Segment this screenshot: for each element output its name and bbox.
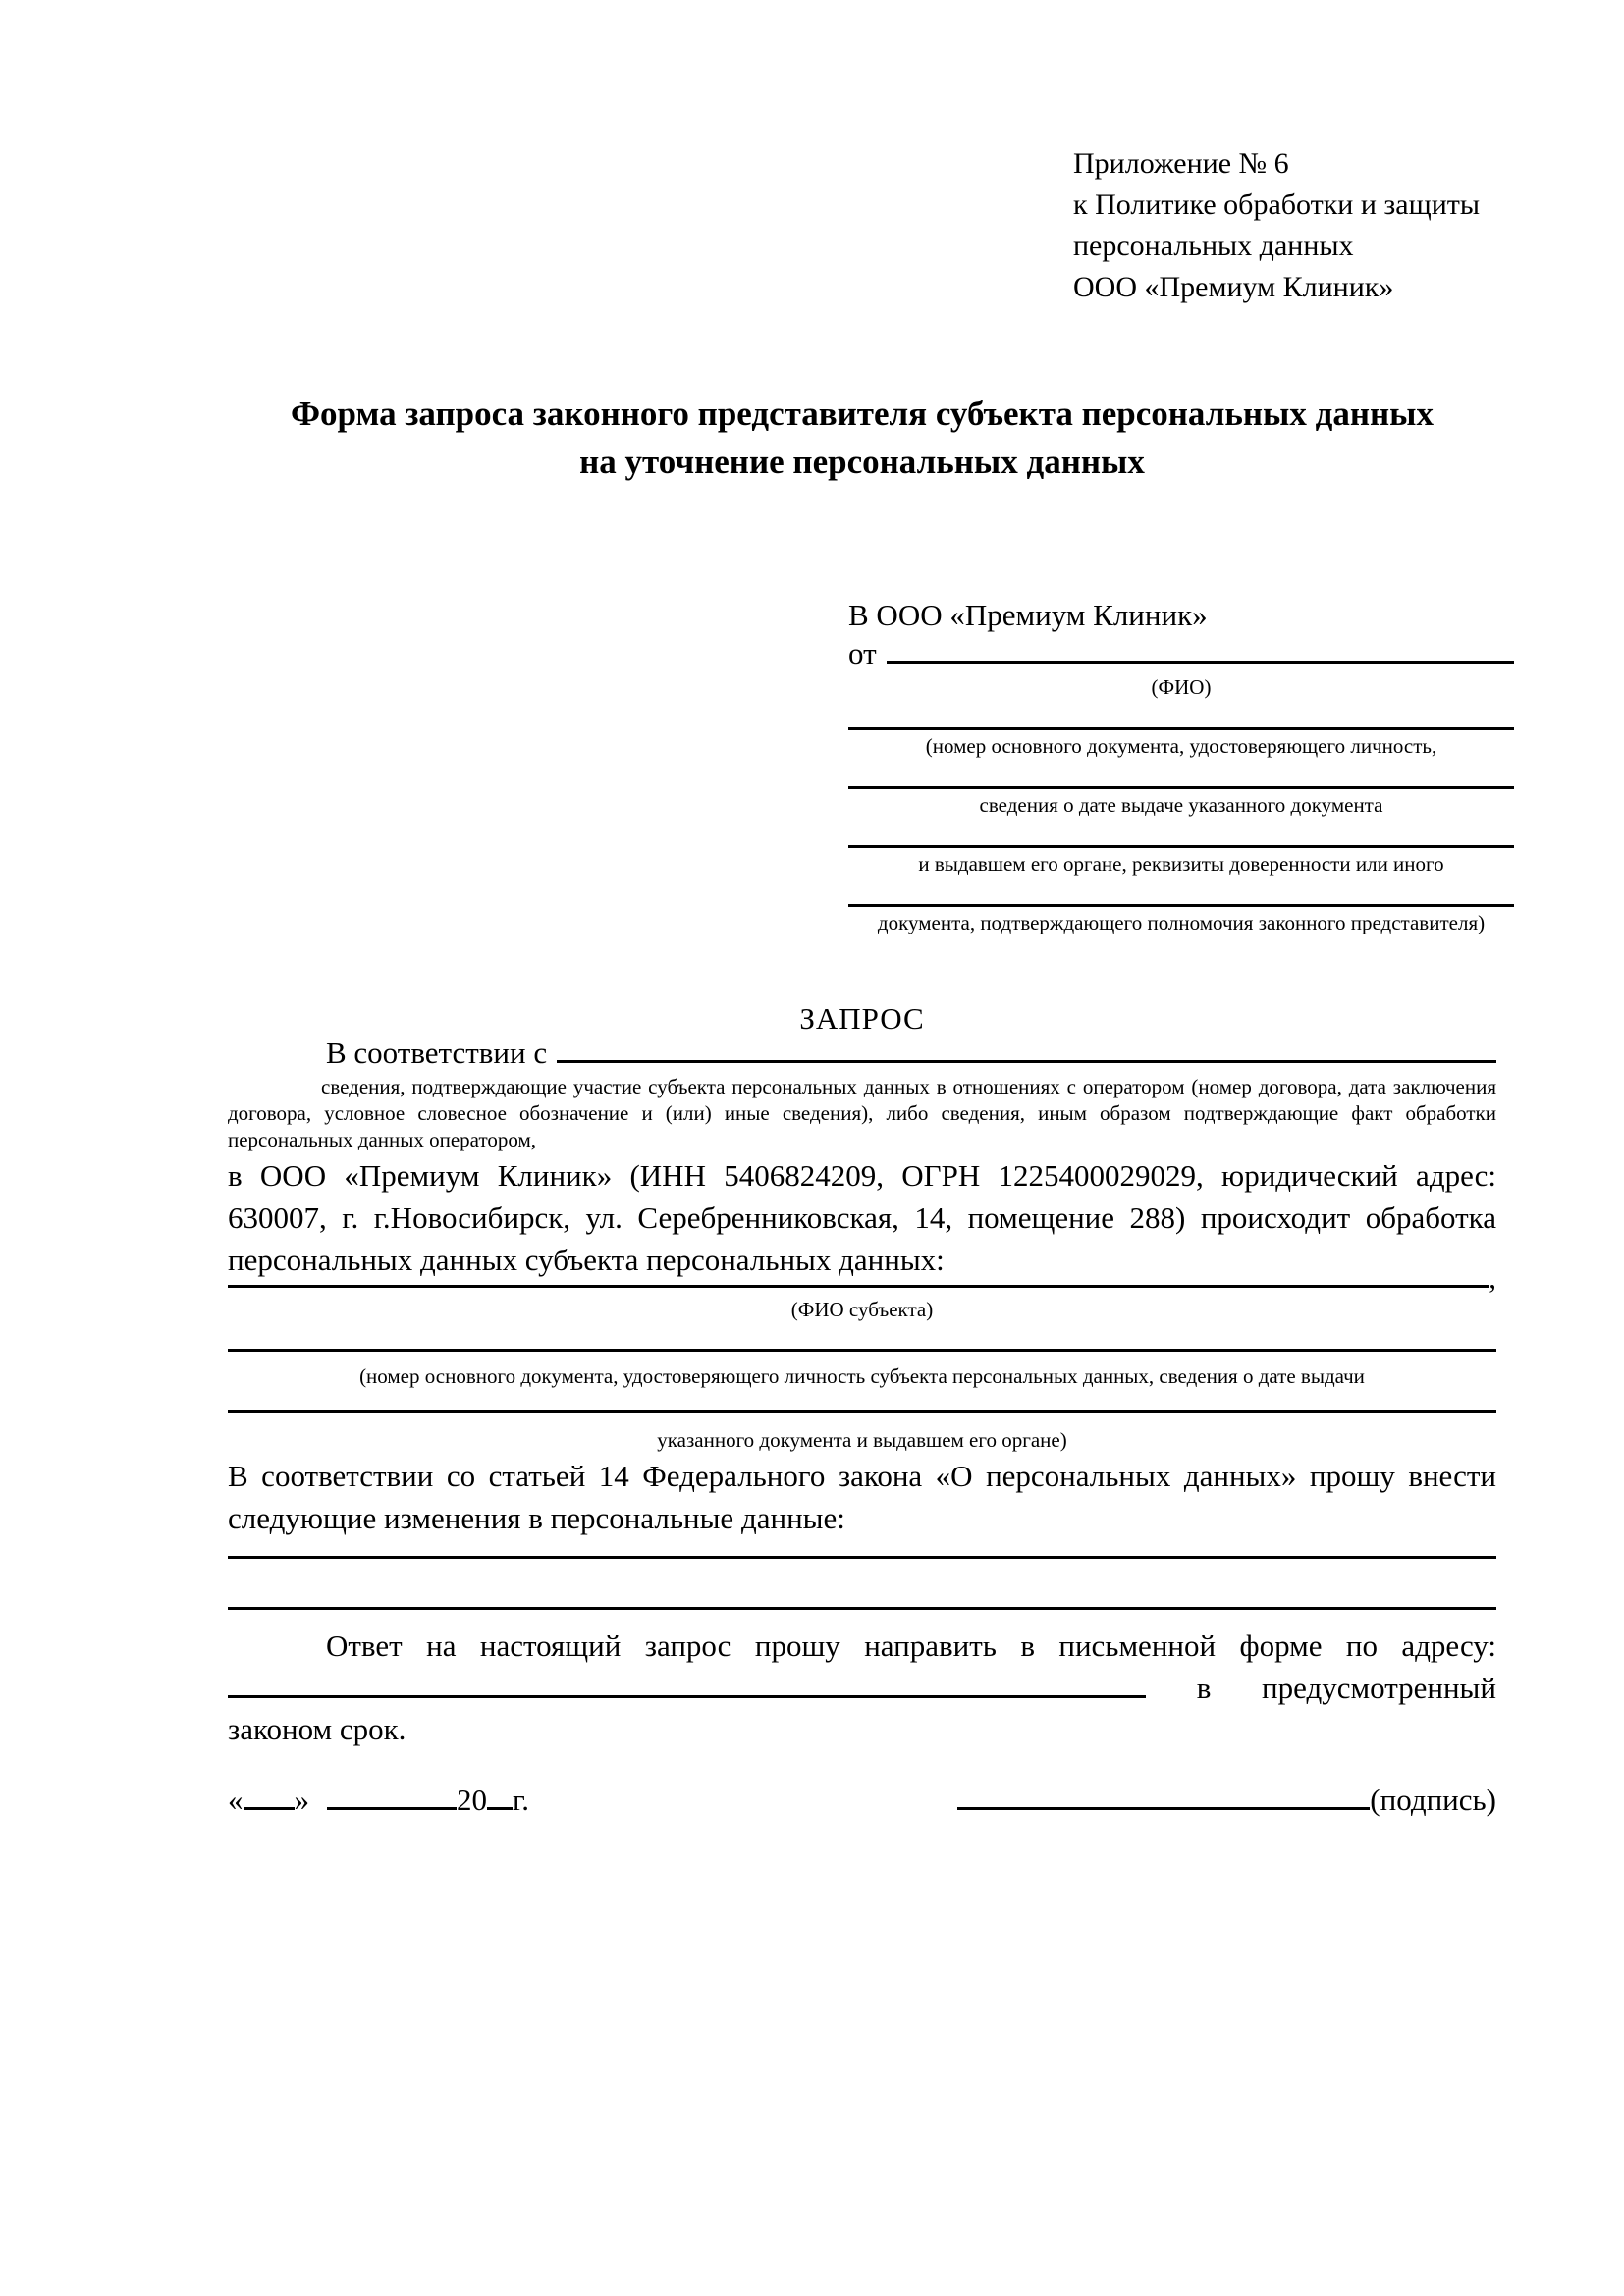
changes-blank-line-1: [228, 1556, 1496, 1559]
signature-caption: (подпись): [1370, 1783, 1496, 1817]
appendix-header: [1073, 143, 1480, 308]
date-year-suffix: г.: [513, 1783, 529, 1817]
subject-doc-caption-1: (номер основного документа, удостоверяющего личность субъекта персональных данных, сведения о дате выдачи: [359, 1364, 1365, 1388]
from-row: [848, 636, 1514, 671]
appendix-line-4: ООО «Премиум Клиник»: [1073, 271, 1394, 303]
trailing-comma: ,: [1489, 1260, 1496, 1295]
intro-note: сведения, подтверждающие участие субъекта персональных данных в отношениях с оператором (номер договора, дата заключения договора, условное словесное обозначение и (или) иные сведения), либо сведения, иным образом подтверждающие факт обработки персональных данных оператором,: [228, 1075, 1496, 1151]
representative-doc-blank-line-1: [848, 700, 1514, 730]
date-year-prefix: 20: [457, 1783, 487, 1817]
appendix-line-2: к Политике обработки и защиты: [1073, 188, 1481, 221]
changes-blank-line-2: [228, 1607, 1496, 1610]
subject-fio-blank-line: [228, 1285, 1489, 1288]
signature-group: [957, 1779, 1496, 1821]
date-day-blank: [244, 1807, 295, 1810]
representative-doc-caption-2: сведения о дате выдаче указанного документа: [979, 793, 1383, 817]
representative-fio-caption: (ФИО): [1151, 675, 1212, 699]
date-group: [228, 1779, 529, 1821]
form-title-line-1: Форма запроса законного представителя субъекта персональных данных: [291, 395, 1434, 433]
form-title: [228, 390, 1496, 486]
representative-fio-blank-line: [887, 661, 1514, 664]
basis-blank-line: [557, 1060, 1496, 1063]
representative-doc-caption-4: документа, подтверждающего полномочия законного представителя): [877, 911, 1486, 934]
signature-blank-line: [957, 1807, 1370, 1810]
answer-paragraph-line-3: законом срок.: [228, 1712, 406, 1746]
operator-paragraph: в ООО «Премиум Клиник» (ИНН 5406824209, ОГРН 1225400029029, юридический адрес: 630007, г. г.Новосибирск, ул. Серебренниковская, 14, помещение 288) происходит обработка персональных данных субъекта персональных данных:: [228, 1158, 1496, 1277]
date-quote-close: »: [294, 1783, 309, 1817]
from-label: от: [848, 636, 877, 670]
addressee-block: [848, 595, 1514, 935]
appendix-line-1: Приложение № 6: [1073, 147, 1289, 180]
request-heading: ЗАПРОС: [799, 1001, 925, 1036]
appendix-line-3: персональных данных: [1073, 230, 1354, 262]
intro-label: В соответствии с: [326, 1036, 548, 1070]
answer-word-predusmotrenny: предусмотренный: [1262, 1671, 1496, 1705]
subject-doc-blank-line-1: [228, 1349, 1496, 1352]
representative-doc-blank-line-2: [848, 759, 1514, 789]
date-quote-open: «: [228, 1783, 244, 1817]
form-title-line-2: на уточнение персональных данных: [579, 443, 1145, 481]
answer-paragraph-line-1: Ответ на настоящий запрос прошу направить в письменной форме по адресу:: [326, 1629, 1496, 1663]
date-month-blank: [327, 1807, 457, 1810]
address-blank-line: [228, 1695, 1146, 1698]
representative-doc-caption-1: (номер основного документа, удостоверяющего личность,: [925, 734, 1437, 758]
addressee-to: В ООО «Премиум Клиник»: [848, 598, 1208, 632]
intro-row: [228, 1033, 1496, 1074]
answer-paragraph-line-2: [228, 1667, 1496, 1709]
subject-fio-row: [228, 1256, 1496, 1299]
subject-doc-blank-line-2: [228, 1410, 1496, 1413]
law-paragraph: В соответствии со статьей 14 Федерального закона «О персональных данных» прошу внести следующие изменения в персональные данные:: [228, 1459, 1496, 1535]
subject-doc-caption-2: указанного документа и выдавшем его органе): [657, 1428, 1067, 1452]
representative-doc-blank-line-4: [848, 877, 1514, 907]
answer-word-v: в: [1196, 1671, 1212, 1705]
subject-fio-caption: (ФИО субъекта): [790, 1298, 934, 1321]
date-year-blank: [487, 1807, 513, 1810]
representative-doc-blank-line-3: [848, 818, 1514, 848]
footer-row: [228, 1779, 1496, 1821]
representative-doc-caption-3: и выдавшем его органе, реквизиты доверенности или иного: [918, 852, 1444, 876]
